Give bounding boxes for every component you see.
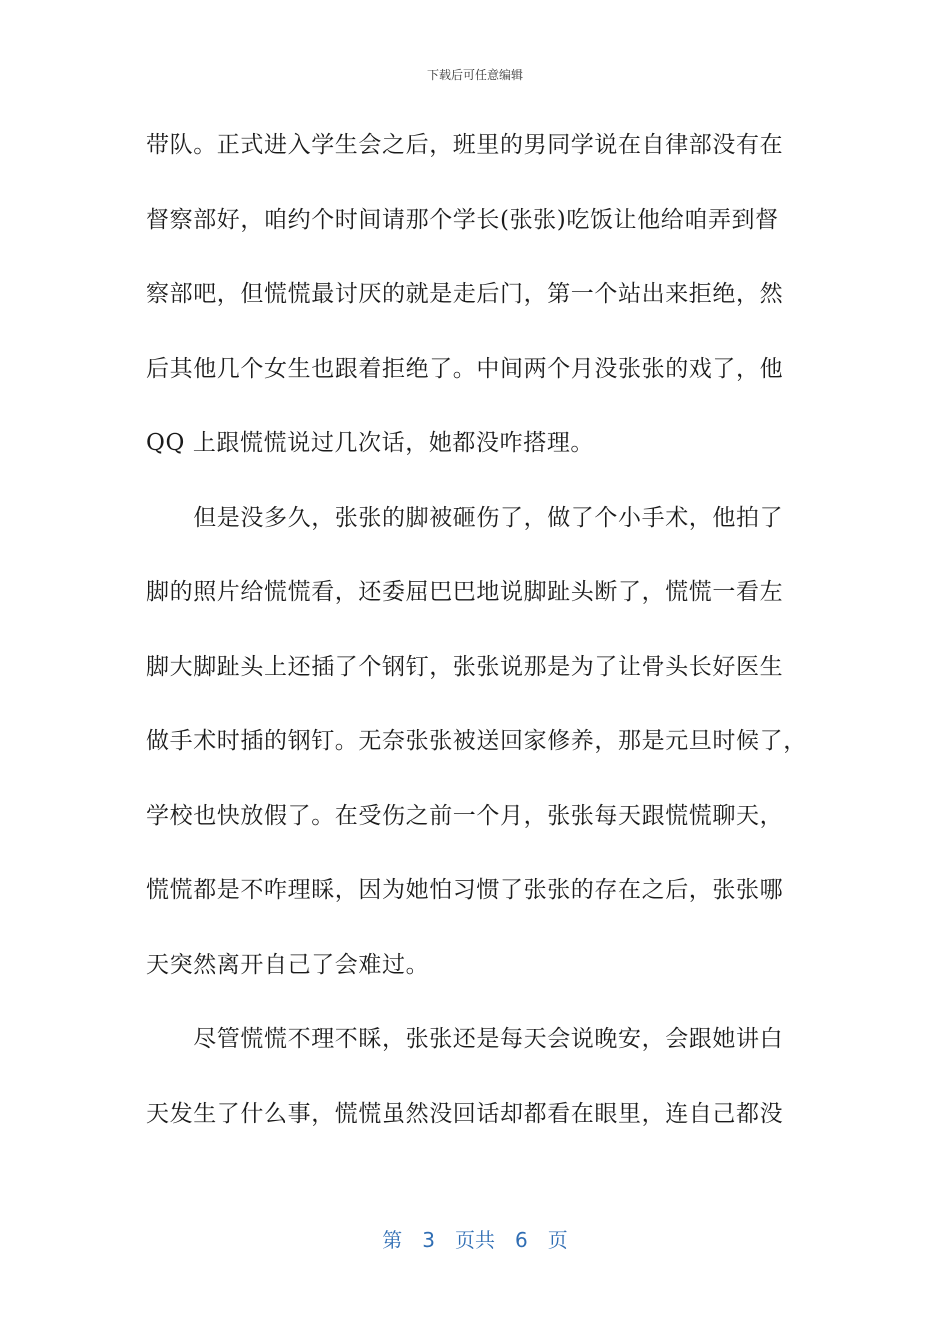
page-footer bbox=[0, 1224, 950, 1253]
text-line: 脚大脚趾头上还插了个钢钉，张张说那是为了让骨头长好医生 bbox=[146, 653, 784, 680]
text-line: 带队。正式进入学生会之后，班里的男同学说在自律部没有在 bbox=[146, 132, 784, 158]
text-line: 慌慌都是不咋理睬，因为她怕习惯了张张的存在之后，张张哪 bbox=[146, 877, 784, 903]
page-end-label: 页 bbox=[547, 1228, 568, 1252]
page-of-label: 页共 bbox=[455, 1228, 495, 1252]
text-line: 察部吧，但慌慌最讨厌的就是走后门，第一个站出来拒绝，然 bbox=[146, 281, 784, 307]
current-page-number: 3 bbox=[422, 1228, 435, 1252]
text-line: 但是没多久，张张的脚被砸伤了，做了个小手术，他拍了 bbox=[146, 504, 784, 531]
text-line: 尽管慌慌不理不睬，张张还是每天会说晚安，会跟她讲白 bbox=[146, 1026, 784, 1052]
total-pages-number: 6 bbox=[515, 1228, 528, 1252]
text-line: QQ 上跟慌慌说过几次话，她都没咋搭理。 bbox=[146, 430, 595, 456]
text-line: 督察部好，咱约个时间请那个学长(张张)吃饭让他给咱弄到督 bbox=[146, 206, 779, 233]
text-line: 脚的照片给慌慌看，还委屈巴巴地说脚趾头断了，慌慌一看左 bbox=[146, 579, 784, 605]
document-body bbox=[146, 127, 806, 1170]
page-header: 下载后可任意编辑 bbox=[426, 68, 523, 82]
text-line: 做手术时插的钢钉。无奈张张被送回家修养，那是元旦时候了， bbox=[146, 728, 807, 754]
text-line: 学校也快放假了。在受伤之前一个月，张张每天跟慌慌聊天， bbox=[146, 802, 784, 829]
text-line: 天发生了什么事，慌慌虽然没回话却都看在眼里，连自己都没 bbox=[146, 1100, 784, 1127]
page-label: 第 bbox=[382, 1228, 403, 1252]
text-line: 天突然离开自己了会难过。 bbox=[146, 951, 430, 978]
text-line: 后其他几个女生也跟着拒绝了。中间两个月没张张的戏了，他 bbox=[146, 355, 784, 382]
